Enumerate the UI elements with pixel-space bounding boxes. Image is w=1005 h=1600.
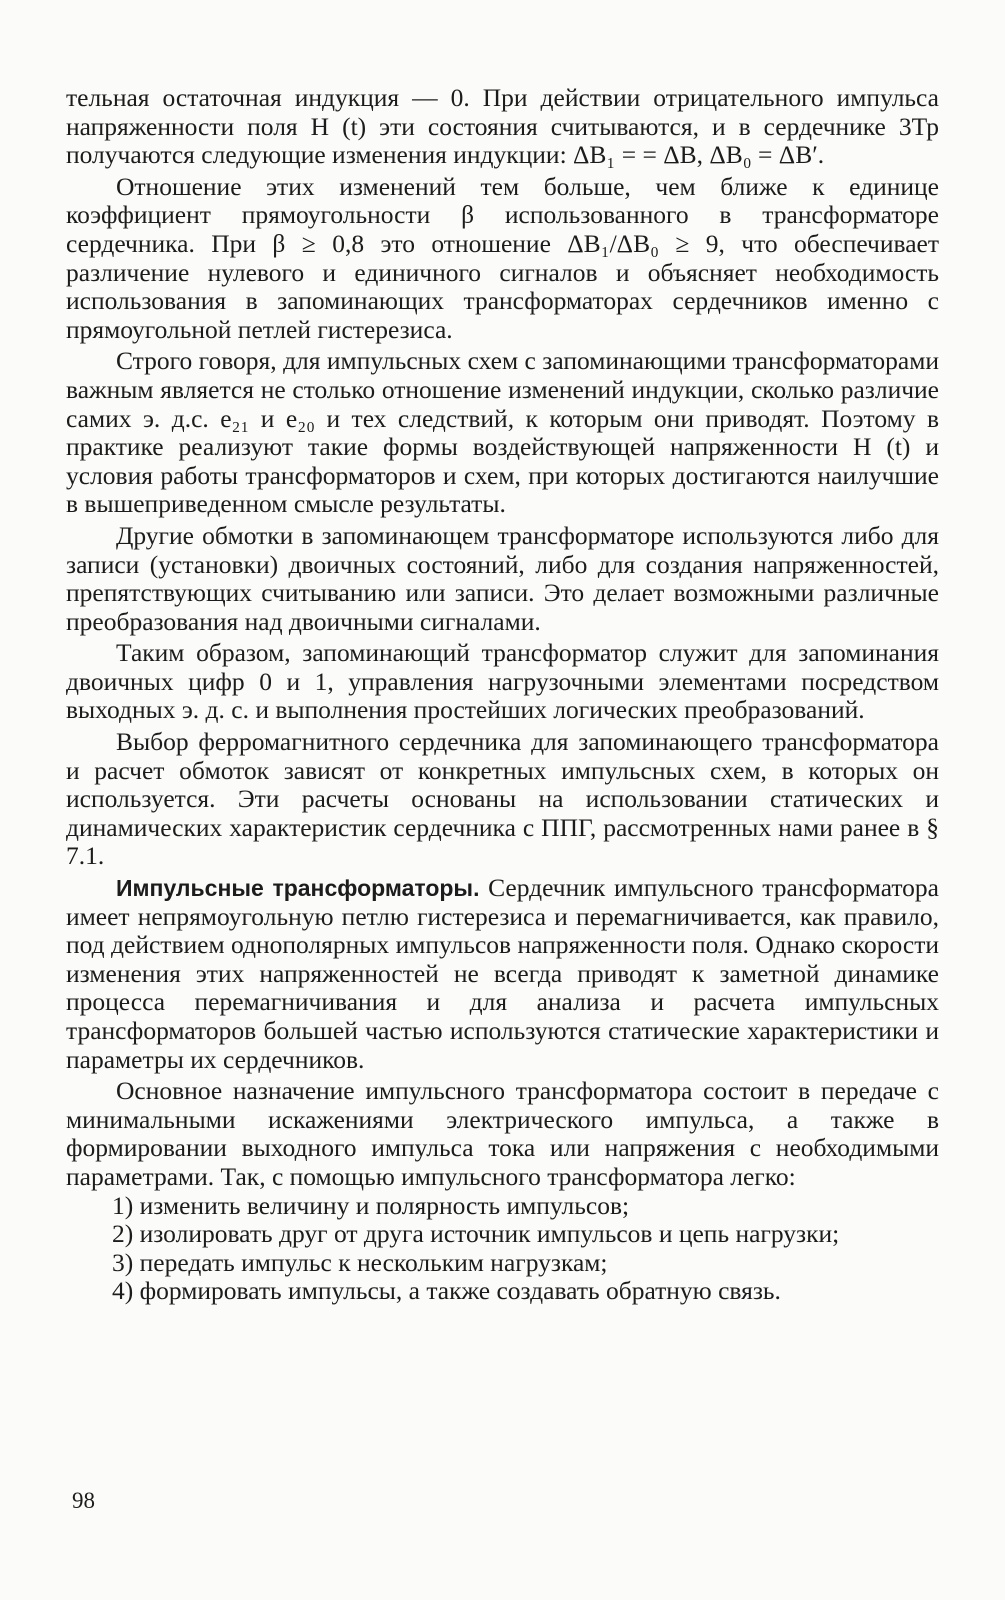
- page-number: 98: [72, 1488, 95, 1513]
- section-paragraph: [66, 874, 939, 1074]
- list-item: 3) передать импульс к нескольким нагрузкам;: [112, 1247, 608, 1277]
- section-text: Сердечник импульсного трансформатора имеет непрямоугольную петлю гистерезиса и перемагничивается, как правило, под действием однополярных импульсов напряженности поля. Однако скорости изменения этих напряженностей не всегда приводят к заметной динамике процесса перемагничивания и для анализа и расчета импульсных трансформаторов большей частью используются статические характеристики и параметры их сердечников.: [66, 873, 939, 1074]
- paragraph-5: Таким образом, запоминающий трансформатор служит для запоминания двоичных цифр 0 и 1, управления нагрузочными элементами посредством выходных э. д. с. и выполнения простейших логических преобразований.: [66, 638, 939, 725]
- paragraph-6: Выбор ферромагнитного сердечника для запоминающего трансформатора и расчет обмоток зависят от конкретных импульсных схем, в которых он используется. Эти расчеты основаны на использовании статических и динамических характеристик сердечника с ППГ, рассмотренных нами ранее в § 7.1.: [66, 727, 939, 871]
- capabilities-list: [66, 1192, 939, 1306]
- list-item: 2) изолировать друг от друга источник импульсов и цепь нагрузки;: [112, 1219, 840, 1249]
- list-item: 1) изменить величину и полярность импульсов;: [112, 1190, 630, 1220]
- closing-paragraph: Основное назначение импульсного трансформатора состоит в передаче с минимальными искажениями электрического импульса, а также в формировании выходного импульса тока или напряжения с необходимыми параметрами. Так, с помощью импульсного трансформатора легко:: [66, 1076, 939, 1191]
- section-heading: Импульсные трансформаторы.: [116, 875, 480, 902]
- paragraph-4: Другие обмотки в запоминающем трансформаторе используются либо для записи (установки) двоичных состояний, либо для создания напряженностей, препятствующих считыванию или записи. Это делает возможными различные преобразования над двоичными сигналами.: [66, 520, 939, 636]
- list-item: 4) формировать импульсы, а также создавать обратную связь.: [112, 1276, 781, 1306]
- paragraph-3: Строго говоря, для импульсных схем с запоминающими трансформаторами важным является не столько отношение изменений индукции, сколько различие самих э. д.с. e₂₁ и e₂₀ и тех следствий, к которым они приводят. Поэтому в практике реализуют такие формы воздействующей напряженности H (t) и условия работы трансформаторов и схем, при которых достигаются наилучшие в вышеприведенном смысле результаты.: [66, 346, 939, 519]
- paragraph-2: Отношение этих изменений тем больше, чем ближе к единице коэффициент прямоугольности β использованного в трансформаторе сердечника. При β ≥ 0,8 это отношение ΔB₁/ΔB₀ ≥ 9, что обеспечивает различение нулевого и единичного сигналов и объясняет необходимость использования в запоминающих трансформаторах сердечников именно с прямоугольной петлей гистерезиса.: [66, 171, 939, 344]
- paragraph-1: тельная остаточная индукция — 0. При действии отрицательного импульса напряженности поля H (t) эти состояния считываются, и в сердечнике 3Тр получаются следующие изменения индукции: ΔB₁ = = ΔB, ΔB₀ = ΔB′.: [66, 83, 939, 170]
